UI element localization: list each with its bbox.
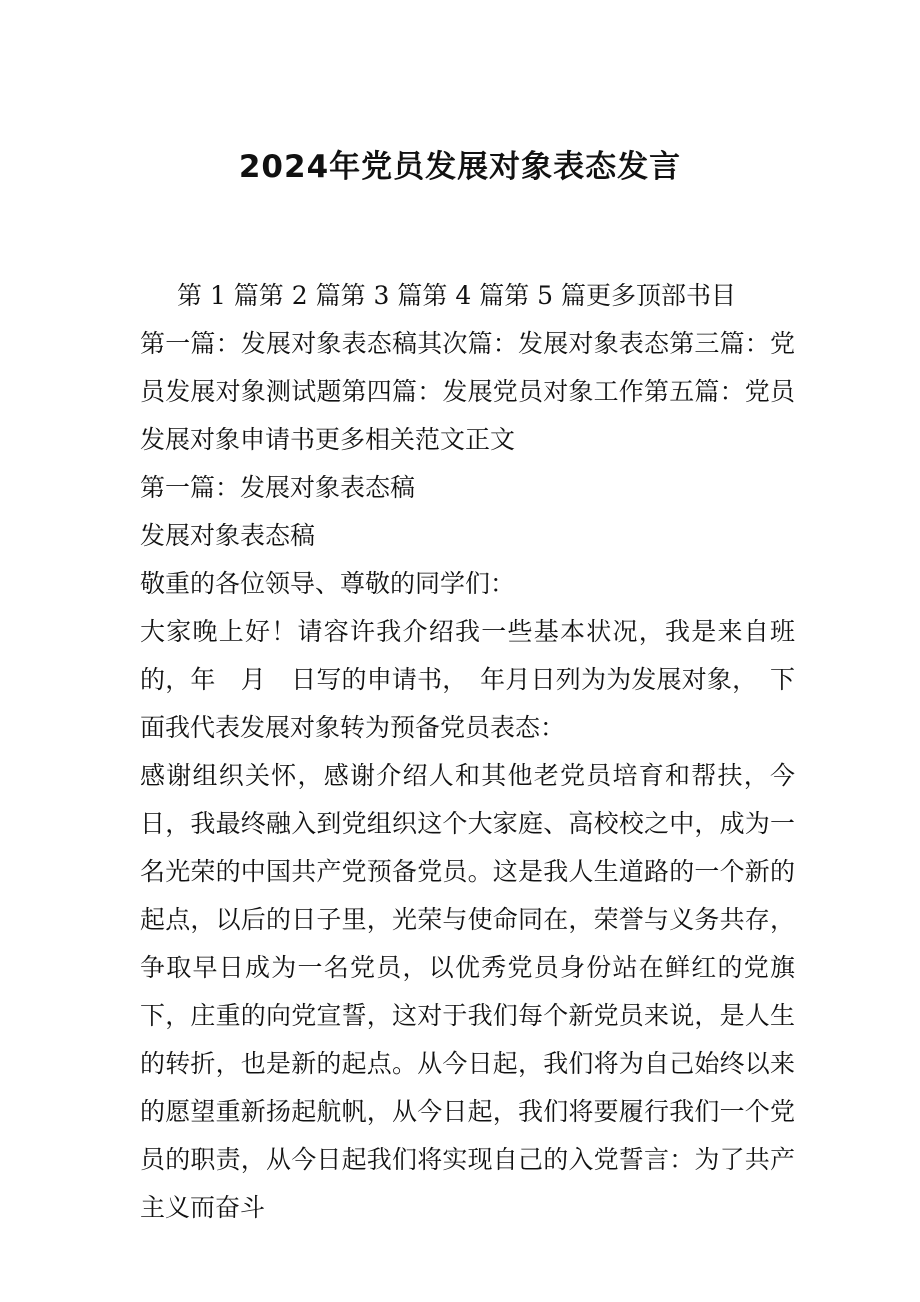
body-paragraph: 大家晚上好！请容许我介绍我一些基本状况，我是来自班的，年 月 日写的申请书， 年月日列为为发展对象， 下面我代表发展对象转为预备党员表态：: [140, 617, 795, 742]
section-heading: 第一篇：发展对象表态稿: [140, 473, 416, 502]
toc-line: 第 1 篇第 2 篇第 3 篇第 4 篇第 5 篇更多顶部书目: [177, 281, 736, 310]
toc-summary: 第一篇：发展对象表态稿其次篇：发展对象表态第三篇：党员发展对象测试题第四篇：发展党员对象工作第五篇：党员发展对象申请书更多相关范文正文: [140, 329, 795, 454]
salutation: 敬重的各位领导、尊敬的同学们：: [140, 569, 516, 598]
document-body: [140, 272, 795, 1232]
subheading: 发展对象表态稿: [140, 521, 316, 550]
document-title: 2024年党员发展对象表态发言: [238, 149, 682, 185]
body-paragraph: 感谢组织关怀，感谢介绍人和其他老党员培育和帮扶，今日，我最终融入到党组织这个大家庭、高校校之中，成为一名光荣的中国共产党预备党员。这是我人生道路的一个新的起点，以后的日子里，光荣与使命同在，荣誉与义务共存，争取早日成为一名党员，以优秀党员身份站在鲜红的党旗下，庄重的向党宣誓，这对于我们每个新党员来说，是人生的转折，也是新的起点。从今日起，我们将为自己始终以来的愿望重新扬起航帆，从今日起，我们将要履行我们一个党员的职责，从今日起我们将实现自己的入党誓言：为了共产主义而奋斗: [140, 761, 795, 1222]
